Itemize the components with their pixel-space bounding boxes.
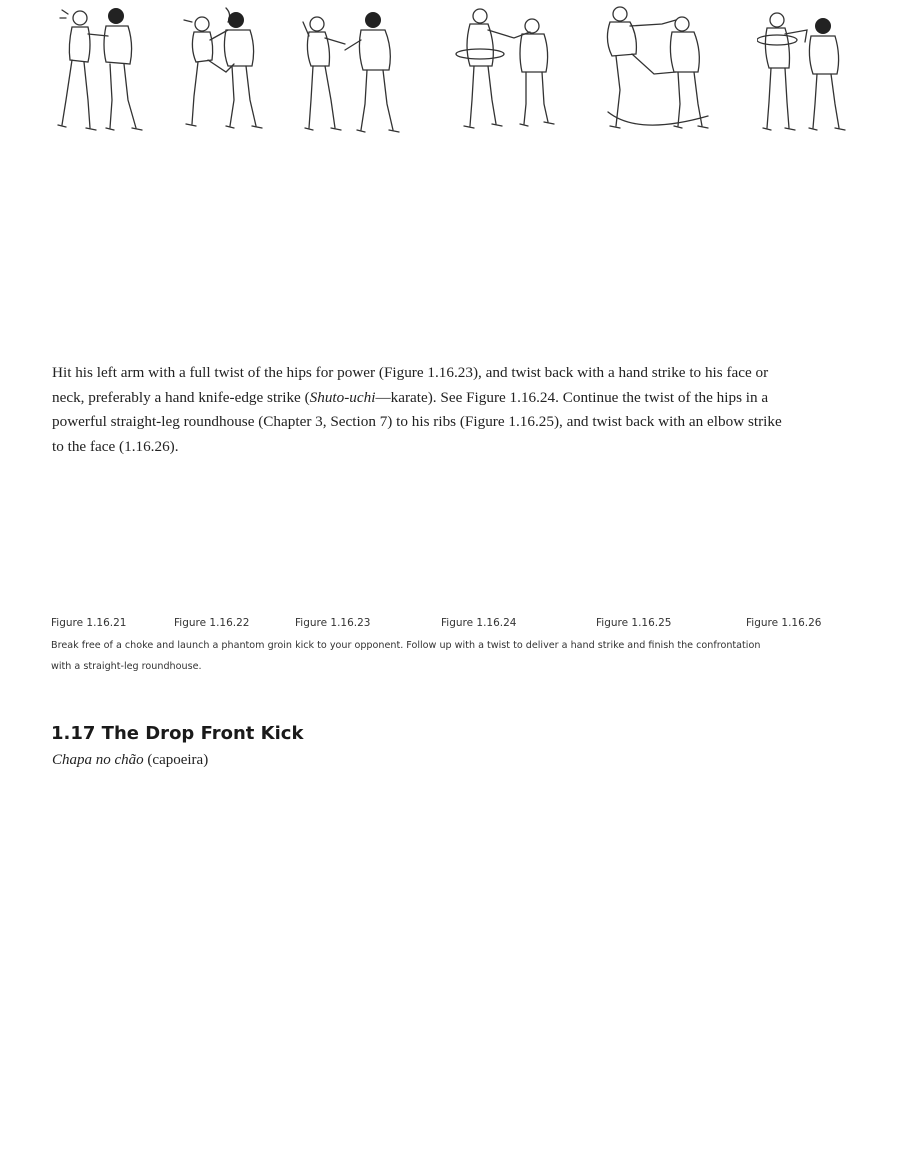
hand-strike-illustration — [450, 0, 565, 140]
caption-line: Break free of a choke and launch a phantom groin kick to your opponent. Follow up with a twist to deliver a hand strike and finish the confrontation — [51, 640, 761, 651]
figure-label: Figure 1.16.25 — [596, 617, 672, 629]
technique-name: Shuto-uchi — [309, 388, 376, 406]
subtitle-origin: (capoeira) — [143, 752, 209, 768]
section-subtitle — [52, 752, 208, 769]
paragraph-line: Hit his left arm with a full twist of the hips for power (Figure 1.16.23), and twist back with a hand strike to his face or — [52, 364, 769, 381]
elbow-strike-illustration — [757, 0, 847, 140]
paragraph-text: neck, preferably a hand knife-edge strike ( — [52, 388, 310, 406]
paragraph-line: to the face (1.16.26). — [52, 437, 179, 455]
figure-label: Figure 1.16.23 — [295, 617, 371, 629]
paragraph-text: —karate). See Figure 1.16.24. Continue the twist of the hips in a — [375, 388, 769, 406]
choke-grab-illustration — [50, 0, 145, 140]
figure-caption — [51, 635, 851, 677]
figure-1-16-23-drawing — [295, 0, 405, 140]
roundhouse-kick-illustration — [598, 0, 723, 140]
figure-1-16-21-drawing — [50, 0, 145, 140]
figure-label: Figure 1.16.22 — [174, 617, 250, 629]
arm-strike-illustration — [295, 0, 405, 140]
figure-1-16-25-drawing — [598, 0, 723, 140]
figure-1-16-22-drawing — [180, 0, 265, 140]
figure-1-16-24-drawing — [450, 0, 565, 140]
section-heading: 1.17 The Drop Front Kick — [51, 723, 304, 744]
body-paragraph — [52, 361, 852, 459]
portuguese-name: Chapa no chão — [52, 752, 144, 768]
paragraph-line: powerful straight-leg roundhouse (Chapter 3, Section 7) to his ribs (Figure 1.16.25), and twist back with an elbow strike — [52, 413, 782, 430]
paragraph-line — [52, 386, 852, 411]
groin-kick-illustration — [180, 0, 265, 140]
figure-label: Figure 1.16.21 — [51, 617, 127, 629]
caption-line: with a straight-leg roundhouse. — [51, 661, 202, 672]
figure-1-16-26-drawing — [757, 0, 847, 140]
figure-label: Figure 1.16.24 — [441, 617, 517, 629]
figure-label: Figure 1.16.26 — [746, 617, 822, 629]
